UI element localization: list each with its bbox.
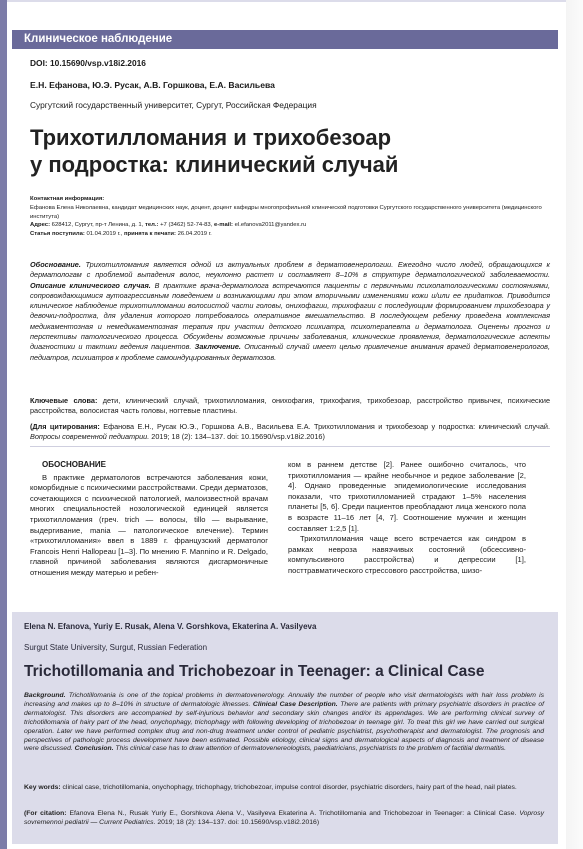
title-line-1: Трихотилломания и трихобезоар bbox=[30, 125, 392, 150]
body-column-1 bbox=[30, 460, 268, 579]
contact-info bbox=[30, 195, 550, 239]
body-paragraph: Трихотилломания чаще всего встречается как синдром в рамках невроза навязчивых состояний (обсессивно-компульсивного расстройства) и депрессии [1], посттравматического стрессового расстройства, шизо- bbox=[288, 534, 526, 575]
page-edge-shadow bbox=[566, 0, 583, 849]
body-column-2 bbox=[288, 460, 526, 577]
body-paragraph: В практике дерматологов встречаются заболевания кожи, коморбидные с психическими расстройствами. Среди дерматозов, сочетающихся с психической патологией, малоизвестной врачам многих специальностей нозологической единицей является трихотилломания (греч. trich — волосы, tillo — вырывание, выдергивание, mania — патологическое влечение). Термин «трихотилломания» ввел в 1889 г. французский дерматолог Francois Henri Hallopeau [1–3]. По мнению F. Mannino и R. Delgado, главной причиной заболевания являются дисгармоничные отношения между матерью и ребен- bbox=[30, 472, 268, 577]
contact-name: Ефанова Елена Николаевна, кандидат медицинских наук, доцент, доцент кафедры многопрофильной клинической подготовки Сургутского государственного университета (медицинского института) bbox=[30, 204, 542, 220]
contact-label: Контактная информация: bbox=[30, 196, 105, 202]
top-rule bbox=[7, 0, 567, 2]
dates-line: Статья поступила: 01.04.2019 г., принята к печати: 26.04.2019 г. bbox=[30, 231, 212, 238]
en-citation: (For citation: Efanova Elena N., Rusak Yuriy E., Gorshkova Alena V., Vasilyeva Ekaterina A. Trichotillomania and Trichobezoar in Teenager: a Clinical Case. Voprosy sovremennoi pediatrii — Current Pediatrics. 2019; 18 (2): 134–137. doi: 10.15690/vsp.v18i2.2016) bbox=[24, 810, 544, 826]
doi-line[interactable]: DOI: 10.15690/vsp.v18i2.2016 bbox=[30, 58, 146, 68]
article-title bbox=[30, 124, 550, 178]
keywords-ru: Ключевые слова: дети, клинический случай, трихотилломания, онихофагия, трихофагия, трихобезоар, расстройство привычек, психические расстройства, волосистая часть головы, ногтевые пластины. bbox=[30, 396, 551, 416]
title-line-2: у подростка: клинический случай bbox=[30, 152, 399, 177]
en-keywords: Key words: clinical case, trichotillomania, onychophagy, trichophagy, trichobezoar, impulse control disorder, psychiatric disorders, hairy part of the head, nail plates. bbox=[24, 784, 517, 791]
en-title: Trichotillomania and Trichobezoar in Teenager: a Clinical Case bbox=[24, 663, 485, 680]
section-header: Клиническое наблюдение bbox=[12, 30, 558, 49]
affiliation: Сургутский государственный университет, Сургут, Российская Федерация bbox=[30, 100, 317, 110]
contact-address-line: Адрес: 628412, Сургут, пр-т Ленина, д. 1, тел.: +7 (3462) 52-74-83, e-mail: el.efanova2011@yandex.ru bbox=[30, 222, 307, 229]
en-authors: Elena N. Efanova, Yuriy E. Rusak, Alena V. Gorshkova, Ekaterina A. Vasilyeva bbox=[24, 622, 317, 631]
body-paragraph: ком в раннем детстве [2]. Ранее ошибочно считалось, что трихотилломания — крайне необычное и редкое заболевание [2, 4]. Однако проведенные эпидемиологические исследования показали, что трихотилломанией страдают 1–5% населения планеты [5, 6]. Среди пациентов преобладают лица женского пола в возрасте 11–16 лет [4, 7]. Соотношение мужчин и женщин составляет 1:2,5 [1]. bbox=[288, 460, 526, 533]
abstract-ru: Обоснование. Трихотилломания является одной из актуальных проблем в дерматовенерологии. Ежегодно число людей, обращающихся к дерматологам с проблемой выпадения волос, неуклонно растет и составляет 8–10% в структуре дерматологической заболеваемости. Описание клинического случая. В практике врача-дерматолога встречаются пациенты с первичными психопатологическими состояниями, сопровождающимися аутоагрессивным поведением и возникающими при этом вторичными изменениями кожи и/или ее придатков. Приводится клиническое наблюдение трихотилломании волосистой части головы, онихофагии, трихофагии с последующим формированием трихобезоара у девочки-подростка, для удаления которого потребовалось оперативное вмешательство. В последующем ребенку проведена комплексная медикаментозная и немедикаментозная терапия при участии детского психиатра, психотерапевта и дерматолога. Оценены прогноз и перспективы патологического процесса. Обсуждены возможные причины заболевания, клинические проявления, дерматологические аспекты диагностики и тактики ведения пациентов. Заключение. Описанный случай имеет целью привлечение внимания врачей дерматовенерологов, педиатров, психиатров к проблеме самоиндуцированных дерматозов. bbox=[30, 260, 551, 362]
contact-email[interactable]: el.efanova2011@yandex.ru bbox=[234, 222, 307, 229]
citation-ru: (Для цитирования: Ефанова Е.Н., Русак Ю.Э., Горшкова А.В., Васильева Е.А. Трихотилломания и трихобезоар у подростка: клинический случай. Вопросы современной педиатрии. 2019; 18 (2): 134–137. doi: 10.15690/vsp.v18i2.2016) bbox=[30, 422, 550, 442]
en-affiliation: Surgut State University, Surgut, Russian Federation bbox=[24, 643, 208, 652]
section-heading: ОБОСНОВАНИЕ bbox=[42, 460, 106, 469]
divider bbox=[30, 446, 550, 447]
authors: Е.Н. Ефанова, Ю.Э. Русак, А.В. Горшкова, Е.А. Васильева bbox=[30, 80, 275, 90]
en-abstract: Background. Trichotillomania is one of the topical problems in dermatovenerology. Annually the number of people who visit dermatologists with hair loss problem is increasing and makes up to 8–10% in structure of dermatologic illnesses. Clinical Case Description. There are patients with primary psychiatric disorders in practice of dermatologist. This disorders are accompanied by self-injurious behavior and secondary skin changes and/or its appendages. We are performing clinical survey of trichotillomania of hairy part of the head, onychophagy, trichophagy with following developing of trichobezoar in teenage girl. To treat this girl we have carried out surgical operation. Later we have performed complex drug and non-drug treatment under control of pediatric psychiatrist, psychotherapist and dermatologist. The prognosis and perspectives of pathologic process development have been estimated. Possible etiology, clinical signs and dermatological aspects of diagnosis and treatment of disease were discussed. Conclusion. This clinical case has to draw attention of dermatovenereologists, paediatricians, psychiatrists to the problem of factitial dermatitis. bbox=[24, 692, 545, 753]
english-abstract-box bbox=[12, 612, 558, 844]
left-accent-bar bbox=[0, 0, 7, 849]
